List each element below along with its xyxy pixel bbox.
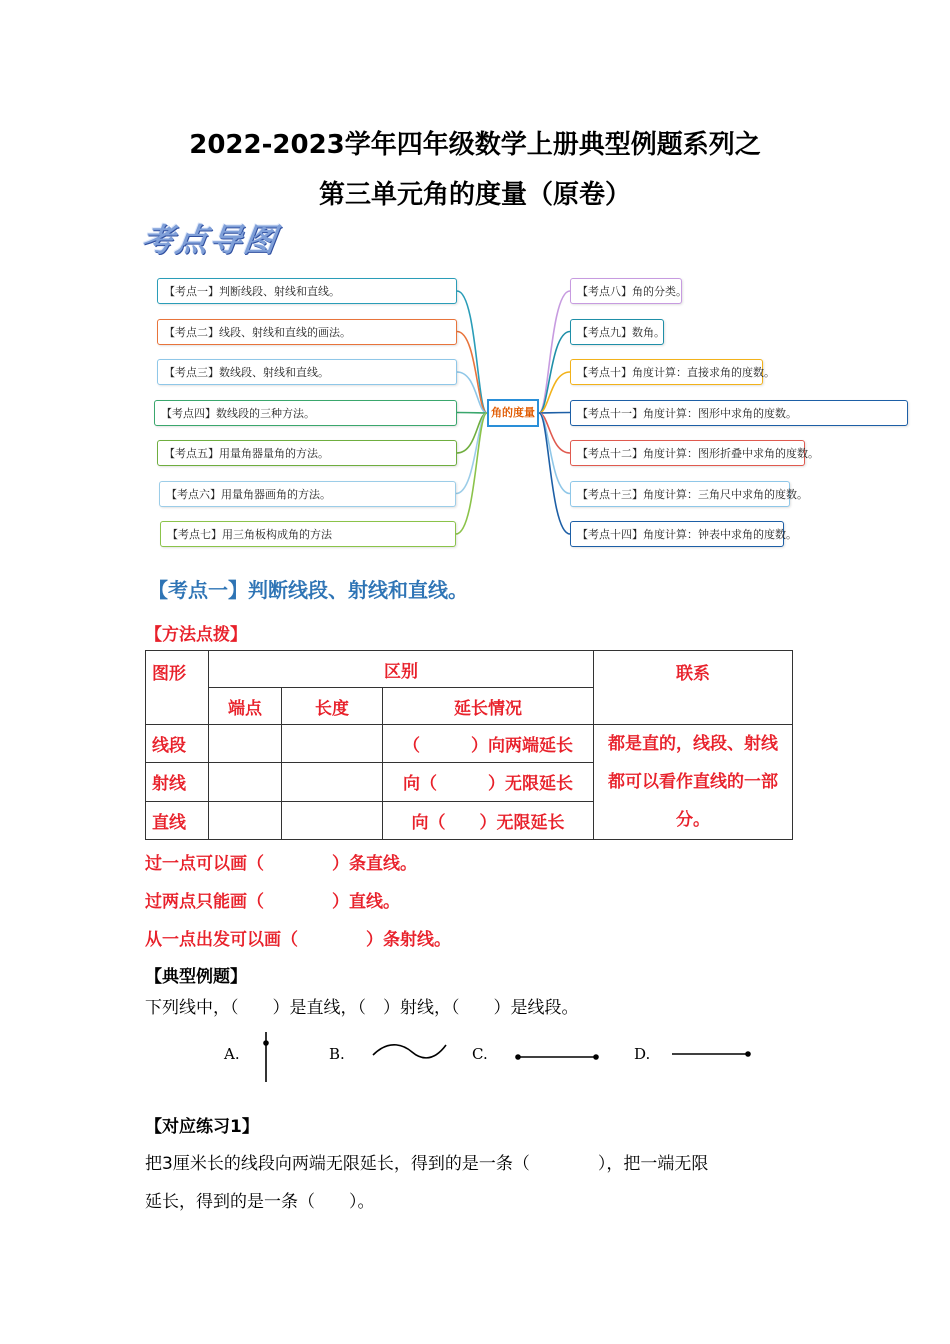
- row-extend: 向（ ）无限延长: [383, 763, 594, 801]
- option-c-label: C.: [472, 1045, 488, 1063]
- rule-1: 过一点可以画（ ）条直线。: [145, 854, 417, 874]
- table-header-length: 长度: [282, 688, 383, 725]
- mindmap-left-node: 【考点七】用三角板构成角的方法: [160, 521, 456, 547]
- kp1-title: 【考点一】判断线段、射线和直线。: [148, 578, 468, 602]
- rule-3: 从一点出发可以画（ ）条射线。: [145, 930, 451, 950]
- option-d-ray-figure: [672, 1051, 751, 1057]
- mindmap-right-node: 【考点十】角度计算：直接求角的度数。: [570, 359, 763, 385]
- mindmap-left-node: 【考点三】数线段、射线和直线。: [157, 359, 457, 385]
- mindmap-left-node: 【考点二】线段、射线和直线的画法。: [157, 319, 457, 345]
- table-header-endpoint: 端点: [209, 688, 282, 725]
- row-name: 线段: [146, 725, 209, 763]
- row-name: 直线: [146, 801, 209, 839]
- mindmap-right-node: 【考点九】数角。: [570, 319, 664, 345]
- table-header-extend: 延长情况: [383, 688, 594, 725]
- mindmap-logo: 考点导图: [139, 221, 281, 259]
- row-extend: 向（ ）无限延长: [383, 801, 594, 839]
- mindmap-right-node: 【考点八】角的分类。: [570, 278, 682, 304]
- practice-line-2: 延长，得到的是一条（ ）。: [145, 1192, 375, 1212]
- option-b-label: B.: [329, 1045, 345, 1063]
- table-header-link: 联系: [594, 651, 793, 725]
- example-heading: 【典型例题】: [145, 967, 247, 987]
- option-d-label: D.: [634, 1045, 651, 1063]
- option-a-label: A.: [224, 1045, 240, 1063]
- doc-title-line1: 2022-2023学年四年级数学上册典型例题系列之: [189, 130, 761, 160]
- method-heading: 【方法点拨】: [145, 625, 247, 645]
- row-extend: （ ）向两端延长: [383, 725, 594, 763]
- option-b-curve-figure: [373, 1045, 446, 1058]
- option-a-line-figure: [263, 1032, 269, 1082]
- table-header-shape: 图形: [146, 651, 209, 725]
- doc-title-line2: 第三单元角的度量（原卷）: [318, 180, 631, 210]
- table-link-text: 都是直的，线段、射线都可以看作直线的一部分。: [594, 725, 793, 840]
- practice-heading: 【对应练习1】: [145, 1117, 259, 1137]
- row-name: 射线: [146, 763, 209, 801]
- mindmap-left-node: 【考点一】判断线段、射线和直线。: [157, 278, 457, 304]
- mindmap-left-node: 【考点六】用量角器画角的方法。: [159, 481, 456, 507]
- rule-2: 过两点只能画（ ）直线。: [145, 892, 400, 912]
- table-header-diff: 区别: [209, 651, 594, 688]
- practice-line-1: 把3厘米长的线段向两端无限延长，得到的是一条（ ），把一端无限: [145, 1154, 709, 1174]
- mindmap-right-node: 【考点十一】角度计算：图形中求角的度数。: [570, 400, 908, 426]
- mindmap-left-node: 【考点五】用量角器量角的方法。: [157, 440, 457, 466]
- mindmap-right-node: 【考点十二】角度计算：图形折叠中求角的度数。: [570, 440, 805, 466]
- option-c-segment-figure: [515, 1054, 599, 1060]
- example-question: 下列线中，（ ）是直线，（ ）射线，（ ）是线段。: [145, 998, 579, 1018]
- mindmap-left-node: 【考点四】数线段的三种方法。: [154, 400, 457, 426]
- mindmap-right-node: 【考点十三】角度计算：三角尺中求角的度数。: [570, 481, 790, 507]
- mindmap-right-node: 【考点十四】角度计算：钟表中求角的度数。: [570, 521, 784, 547]
- mindmap-center: 角的度量: [487, 399, 539, 427]
